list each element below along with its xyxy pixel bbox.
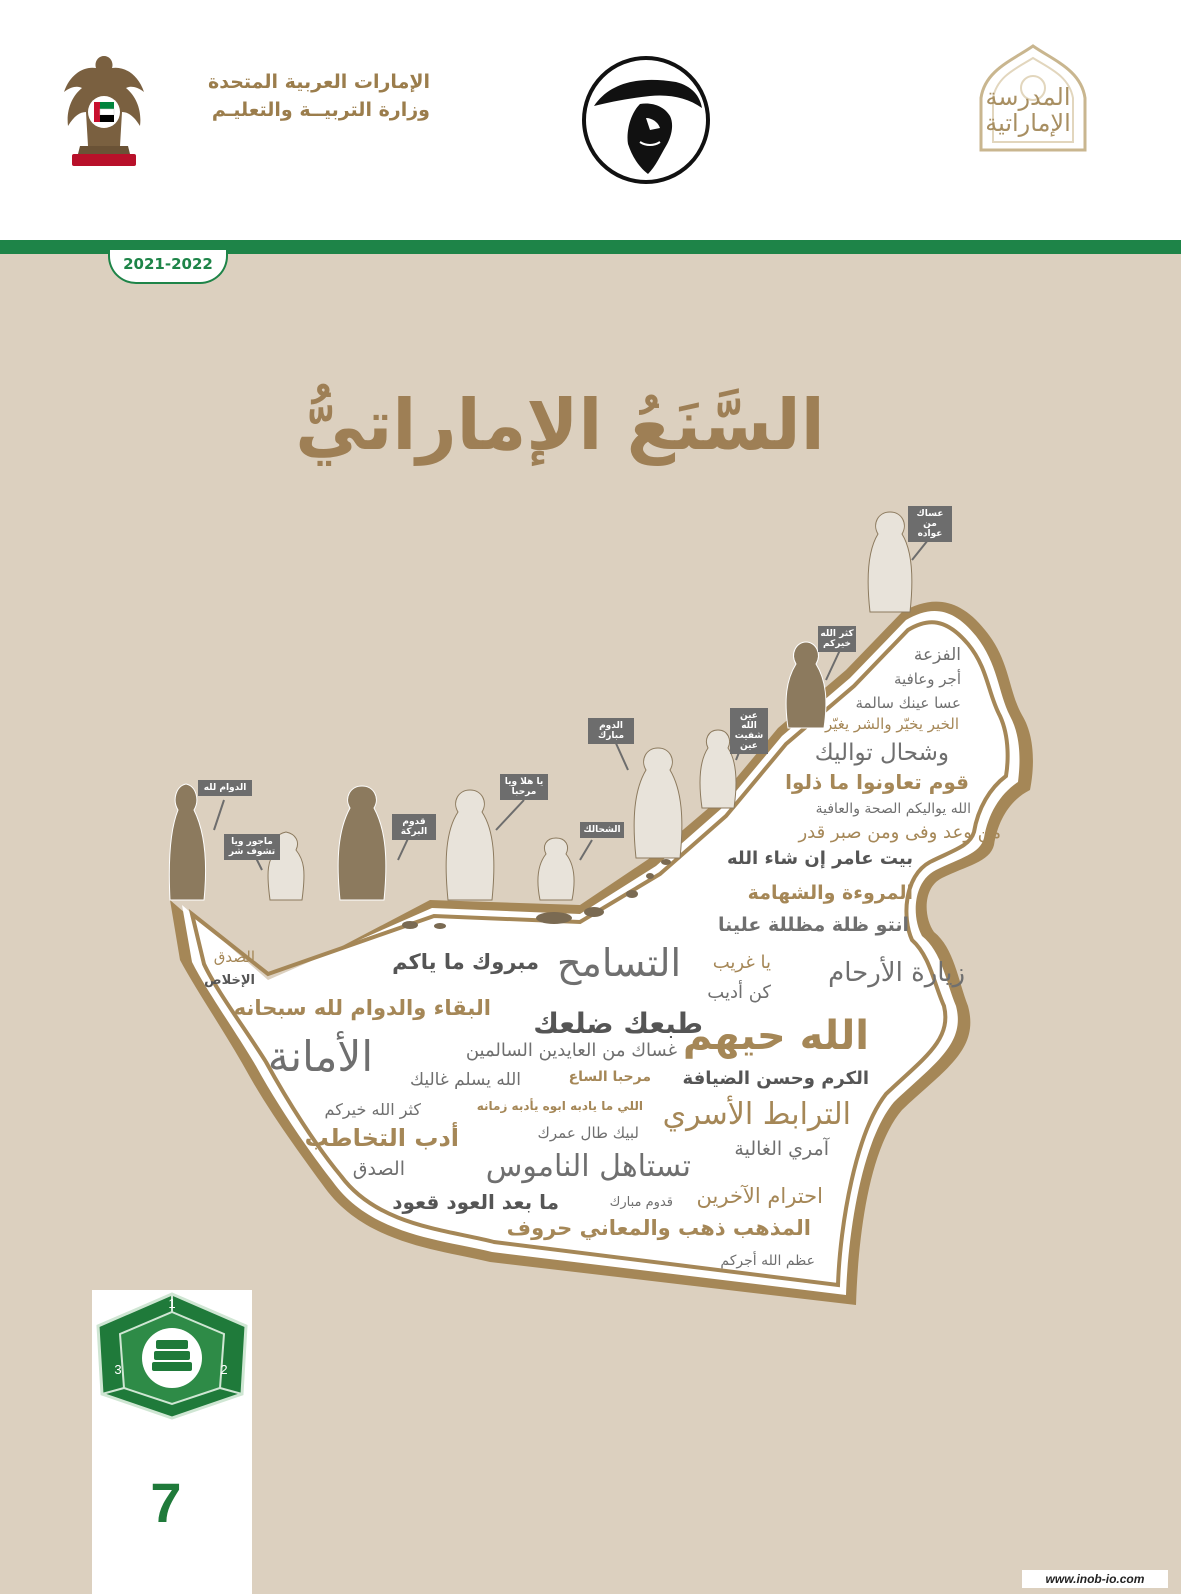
phrase-al-khair: الخير يخيّر والشر يغيّر: [824, 715, 959, 733]
phrase-baqaa-dawam: البقاء والدوام لله سبحانه: [233, 996, 491, 1020]
sign-kathar-allah: كثر الله خيركم: [818, 626, 856, 652]
phrase-amana: الأمانة: [267, 1032, 373, 1081]
phrase-ziyarat-arham: زيارة الأرحام: [828, 958, 965, 988]
phrase-ya-ghareeb: يا غريب: [712, 952, 771, 973]
phrase-tasamuh: التسامح: [557, 941, 681, 985]
book-title: السَّنَعُ الإماراتيُّ: [295, 384, 825, 466]
phrase-ikhlas: الإخلاص: [204, 973, 255, 988]
sign-ain-allah: عين الله شفيت عين: [730, 708, 768, 754]
phrase-madhhab-dhahab: المذهب ذهب والمعاني حروف: [506, 1216, 811, 1240]
phrase-elli-ma-yadbah: اللي ما يادبه ابوه يأدبه زمانه: [476, 1099, 643, 1113]
phrase-man-waad: من وعد وفى ومن صبر قدر: [798, 822, 1001, 843]
books-icon: [152, 1340, 192, 1371]
phrase-ma-baad-aloud: ما بعد العود قعود: [392, 1190, 559, 1214]
term-segment-3: 3: [114, 1362, 122, 1377]
sign-ad-dawam-lillah: الدوام لله: [198, 780, 252, 796]
phrase-mabrook: مبروك ما ياكم: [392, 950, 539, 974]
phrase-tistahil-namus: تستاهل الناموس: [485, 1149, 691, 1184]
phrase-marhaba-saa: مرحبا الساع: [568, 1069, 651, 1085]
phrase-allah-yisallim: الله يسلم غاليك: [410, 1070, 521, 1090]
sign-shihalak: الشحالك: [580, 822, 624, 838]
phrase-qawm-taawanu: قوم تعاونوا ما ذلوا: [785, 770, 969, 794]
sign-ad-dawm-mubarak: الدوم مبارك: [588, 718, 634, 744]
phrase-ihtiram-akhareen: احترام الآخرين: [696, 1184, 823, 1208]
phrase-karam-diyafa: الكرم وحسن الضيافة: [682, 1068, 869, 1089]
sign-qudoom-barakah: قدوم البركة: [392, 814, 436, 840]
phrase-azzam-allah: عظم الله أجركم: [720, 1253, 815, 1269]
phrase-antu-thilla: انتو ظلة مظللة علينا: [717, 914, 909, 936]
phrase-muruah: المروءة والشهامة: [747, 882, 913, 904]
phrase-kun-adeeb: كن أديب: [707, 982, 771, 1003]
phrase-kathar-allah-khairkum: كثر الله خيركم: [324, 1100, 421, 1119]
phrase-allah-yuwaleekum: الله يواليكم الصحة والعافية: [815, 801, 971, 817]
ministry-title: وزارة التربيــة والتعليـم: [211, 99, 430, 121]
phrase-ajr-wa-afiya: أجر وعافية: [894, 670, 961, 688]
website-watermark: www.inob-io.com: [1022, 1570, 1168, 1588]
phrase-allah-hayyhum: الله حيهم: [682, 1013, 869, 1059]
phrase-amri-ghalia: آمري الغالية: [734, 1138, 829, 1160]
phrase-ghasak-aidin: غساك من العايدين السالمين: [465, 1040, 677, 1061]
phrase-qudoom-mubarak: قدوم مبارك: [609, 1195, 673, 1210]
sign-ya-hala: يا هلا ويا مرحبا: [500, 774, 548, 800]
academic-year-tab: 2021-2022: [108, 250, 228, 284]
phrase-shihal-tawaleek: وشحال تواليك: [814, 740, 949, 766]
ministry-country: الإمارات العربية المتحدة: [208, 71, 430, 93]
school-logo-line2: الإماراتية: [985, 109, 1071, 137]
phrase-bait-amer: بيت عامر إن شاء الله: [726, 848, 913, 869]
phrase-fazaa: الفزعة: [913, 645, 961, 665]
phrase-sidq-1: الصدق: [213, 948, 255, 966]
sign-majour: ماجور ويا تشوف شر: [224, 834, 280, 860]
phrase-sidq-2: الصدق: [352, 1158, 405, 1180]
phrase-tabak-dhilak: طبعك ضلعك: [533, 1007, 703, 1040]
grade-number: 7: [150, 1471, 182, 1534]
phrase-adab-takhatub: أدب التخاطب: [304, 1124, 459, 1152]
term-segment-1: 1: [168, 1296, 176, 1311]
term-badge: [92, 1292, 252, 1420]
school-logo-line1: المدرسة: [985, 83, 1071, 111]
phrase-asa-ainak: عسا عينك سالمة: [855, 694, 961, 712]
phrase-labbaik: لبيك طال عمرك: [537, 1124, 639, 1142]
phrase-tarabut-usri: الترابط الأسري: [662, 1097, 851, 1132]
term-segment-2: 2: [220, 1362, 228, 1377]
sign-asak-min-awadah: عساك من عواده: [908, 506, 952, 542]
